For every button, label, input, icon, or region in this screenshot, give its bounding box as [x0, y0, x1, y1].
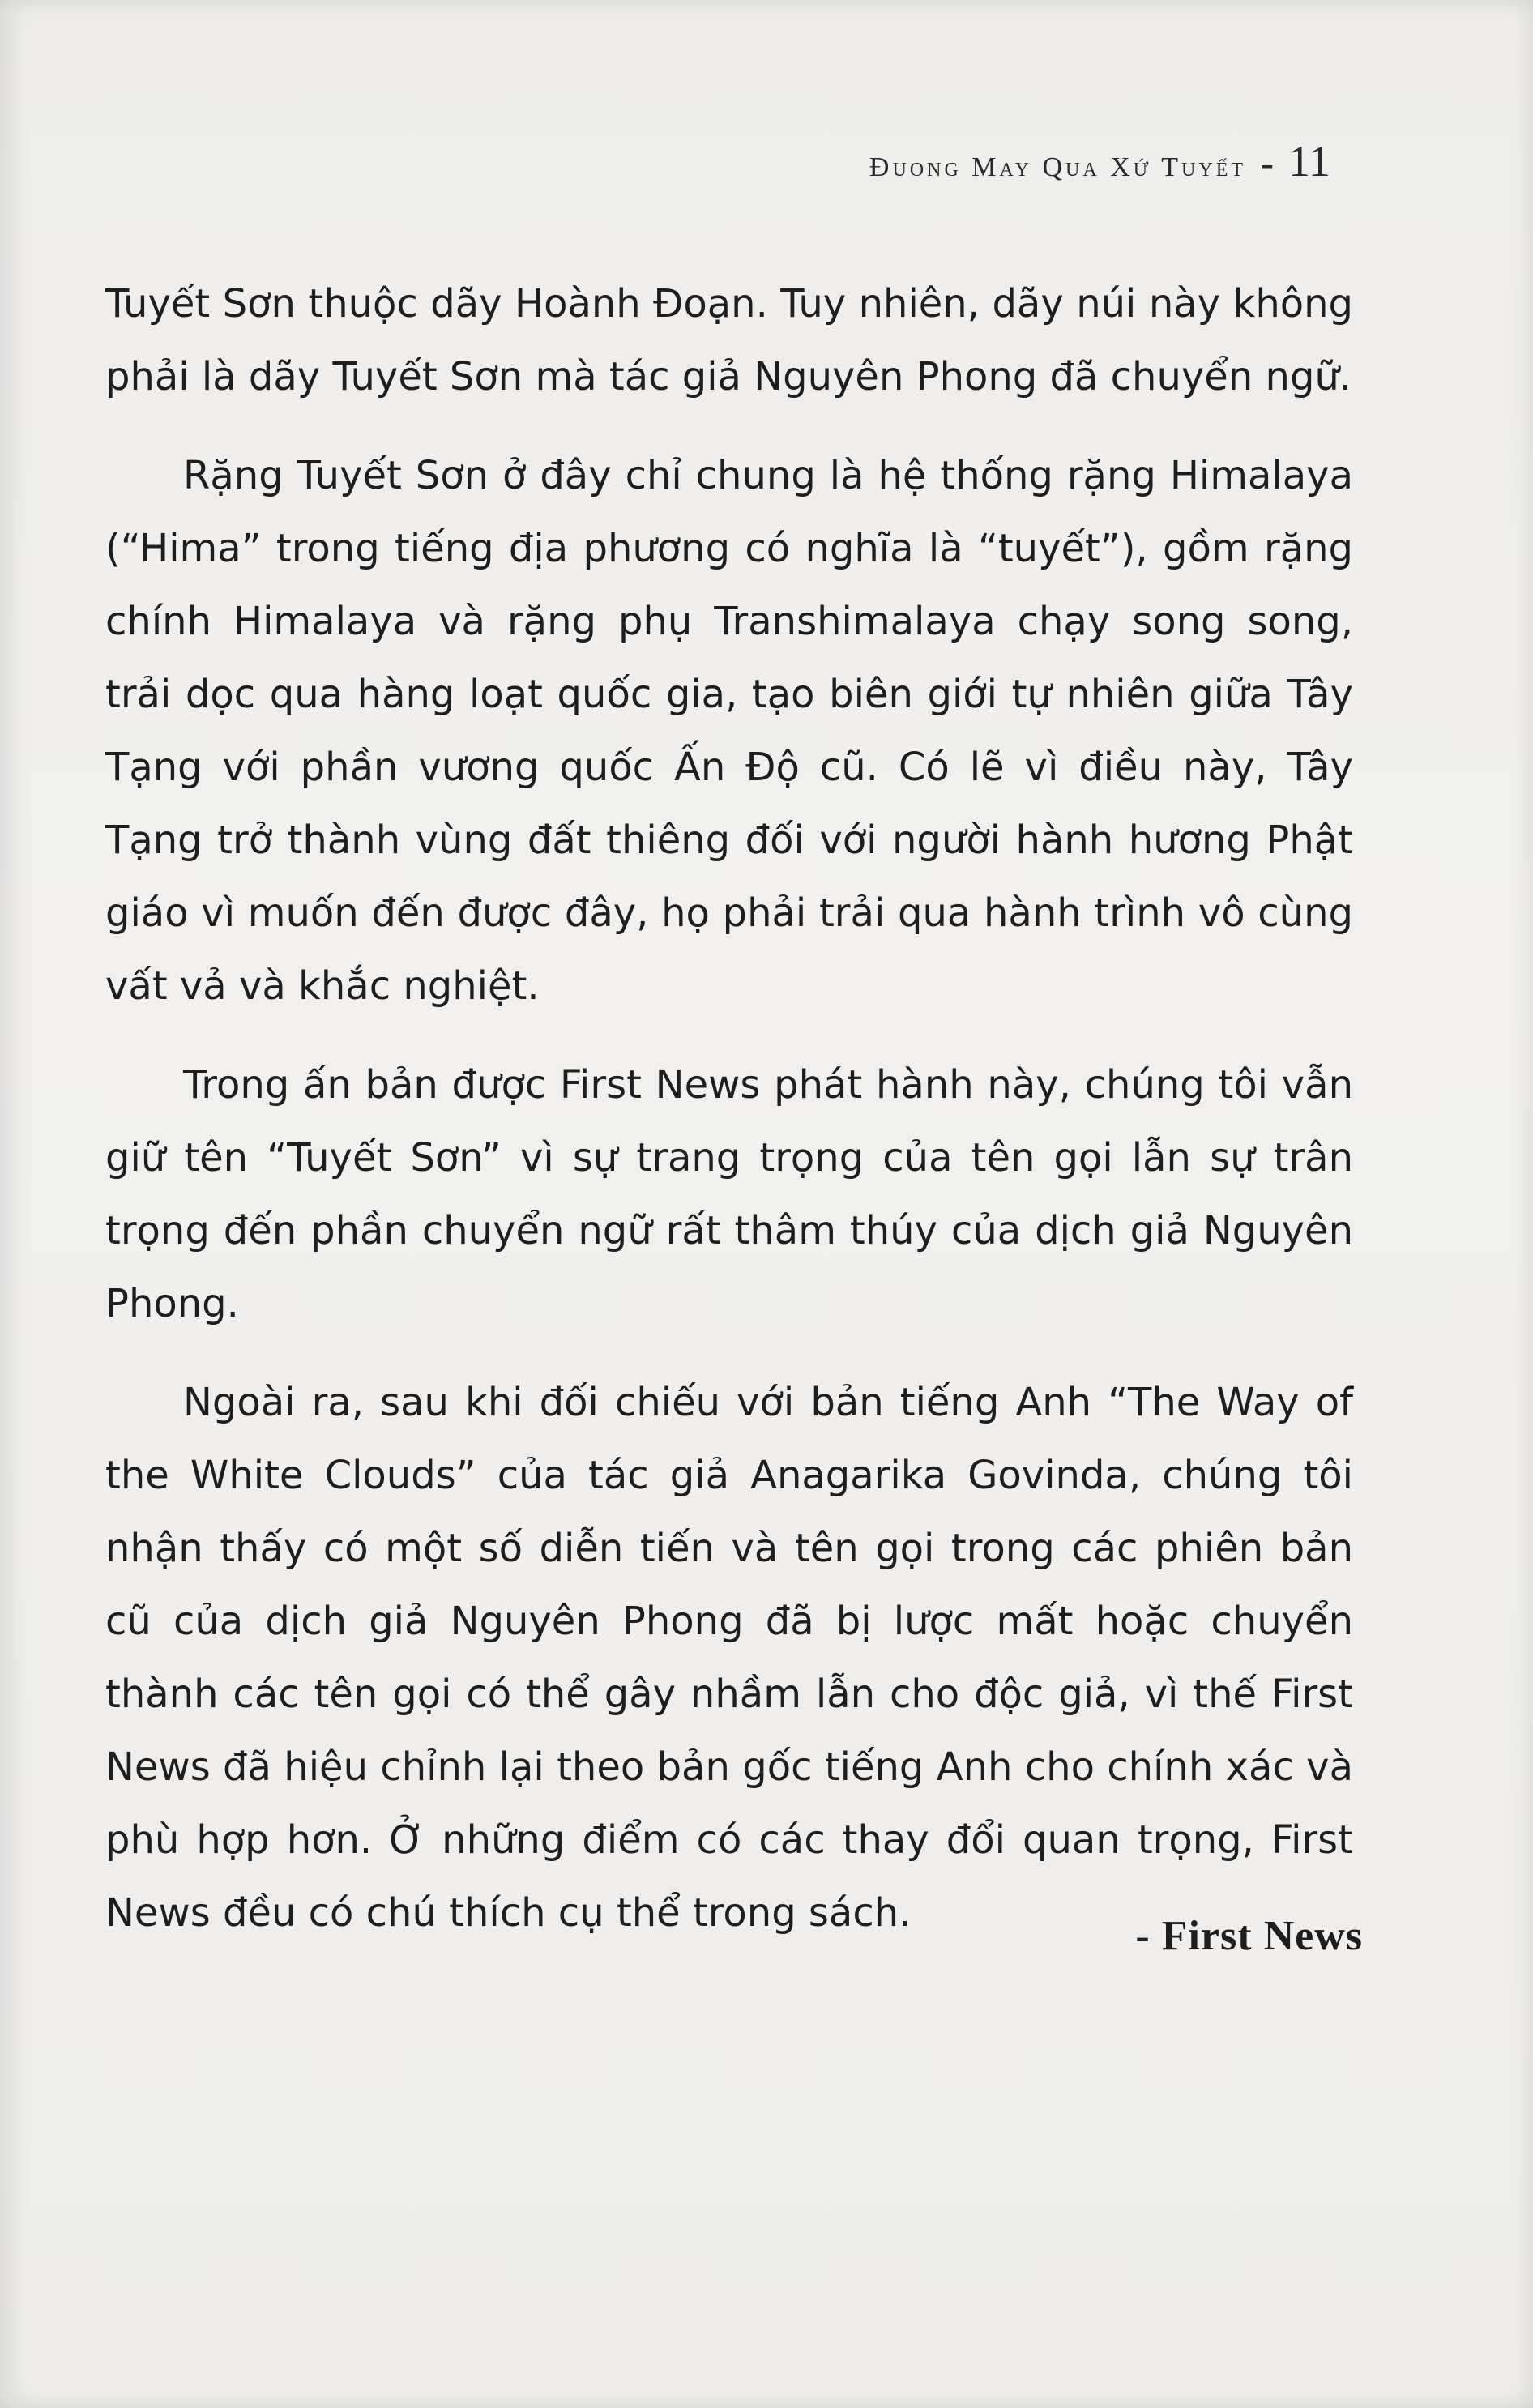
signature: - First News	[1135, 1913, 1363, 1959]
running-header-title: Đuong May Qua Xứ Tuyết	[869, 152, 1247, 182]
body-text	[105, 267, 1353, 1975]
paragraph-2: Rặng Tuyết Sơn ở đây chỉ chung là hệ thống rặng Himalaya (“Hima” trong tiếng địa phương có nghĩa là “tuyết”), gồm rặng chính Himalaya và rặng phụ Transhimalaya chạy song song, trải dọc qua hàng loạt quốc gia, tạo biên giới tự nhiên giữa Tây Tạng với phần vương quốc Ấn Độ cũ. Có lẽ vì điều này, Tây Tạng trở thành vùng đất thiêng đối với người hành hương Phật giáo vì muốn đến được đây, họ phải trải qua hành trình vô cùng vất vả và khắc nghiệt.	[105, 453, 1353, 1009]
running-header	[869, 136, 1330, 186]
paragraph-4: Ngoài ra, sau khi đối chiếu với bản tiếng Anh “The Way of the White Clouds” của tác giả Anagarika Govinda, chúng tôi nhận thấy có một số diễn tiến và tên gọi trong các phiên bản cũ của dịch giả Nguyên Phong đã bị lược mất hoặc chuyển thành các tên gọi có thể gây nhầm lẫn cho độc giả, vì thế First News đã hiệu chỉnh lại theo bản gốc tiếng Anh cho chính xác và phù hợp hơn. Ở những điểm có các thay đổi quan trọng, First News đều có chú thích cụ thể trong sách.	[105, 1380, 1353, 1936]
running-header-separator: -	[1261, 142, 1274, 185]
paragraph-3: Trong ấn bản được First News phát hành này, chúng tôi vẫn giữ tên “Tuyết Sơn” vì sự trang trọng của tên gọi lẫn sự trân trọng đến phần chuyển ngữ rất thâm thúy của dịch giả Nguyên Phong.	[105, 1062, 1353, 1326]
paragraph-1: Tuyết Sơn thuộc dãy Hoành Đoạn. Tuy nhiên, dãy núi này không phải là dãy Tuyết Sơn mà tác giả Nguyên Phong đã chuyển ngữ.	[105, 281, 1353, 399]
page-number: 11	[1288, 137, 1330, 186]
